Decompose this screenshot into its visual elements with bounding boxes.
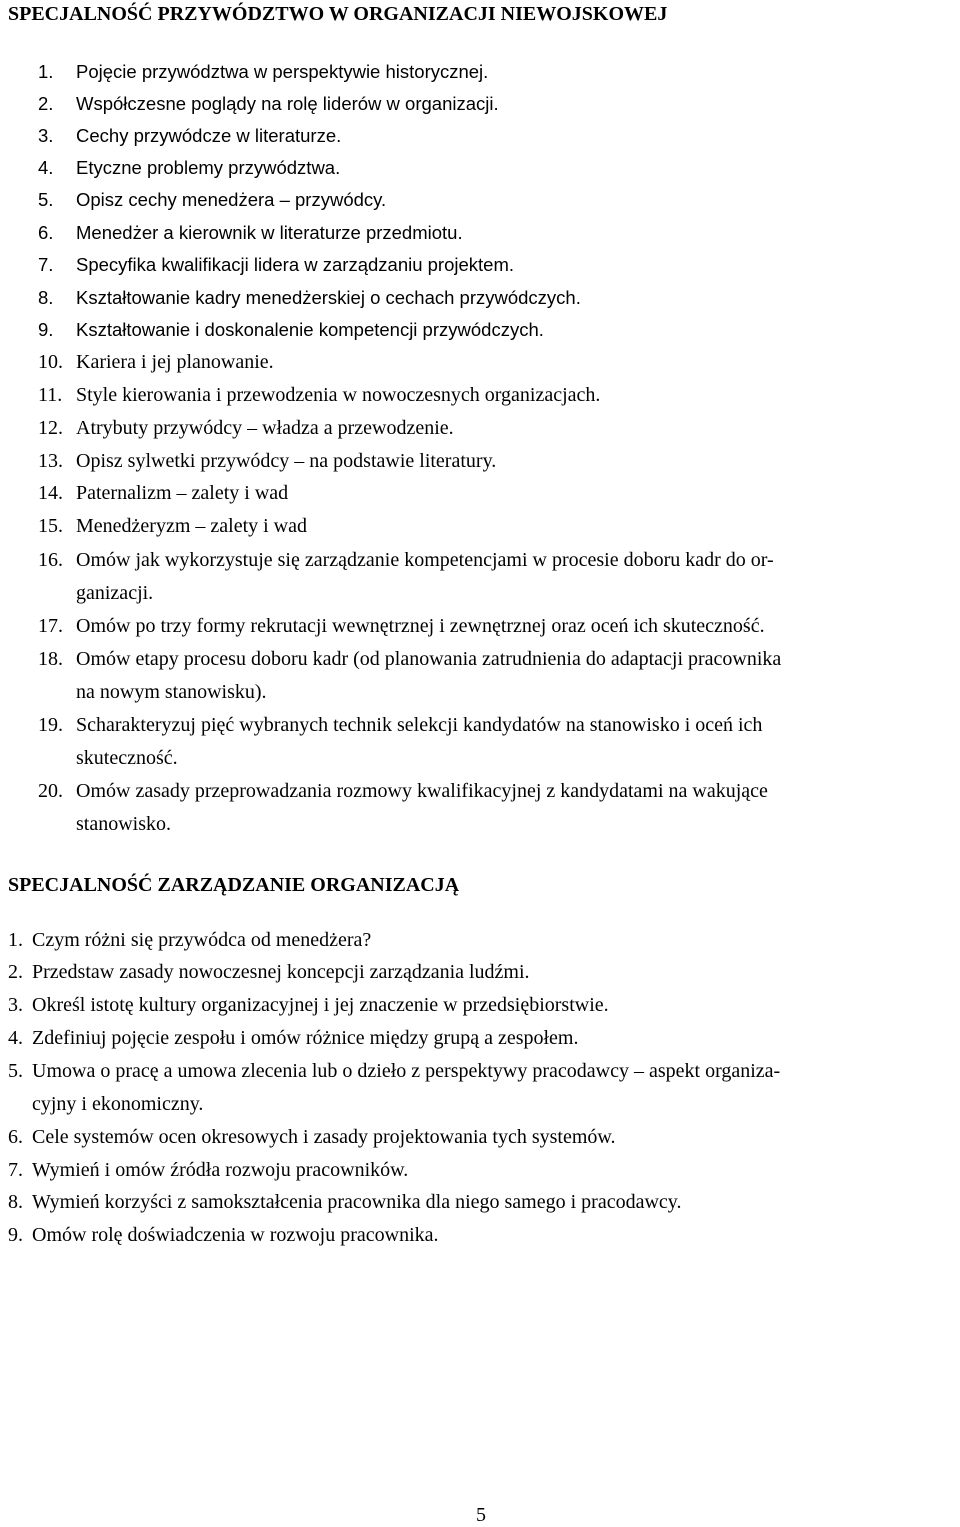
item-text: Omów jak wykorzystuje się zarządzanie kompetencjami w procesie doboru kadr do or- xyxy=(76,549,774,571)
item-number: 5. xyxy=(8,1060,23,1082)
item-text: Przedstaw zasady nowoczesnej koncepcji zarządzania ludźmi. xyxy=(32,961,530,983)
item-text: Czym różni się przywódca od menedżera? xyxy=(32,929,372,951)
item-text-continuation: na nowym stanowisku). xyxy=(76,681,267,703)
item-number: 12. xyxy=(38,417,63,439)
section-heading-leadership: SPECJALNOŚĆ PRZYWÓDZTWO W ORGANIZACJI NIEWOJSKOWEJ xyxy=(8,3,668,25)
item-number: 3. xyxy=(38,125,54,146)
item-number: 17. xyxy=(38,615,63,637)
item-number: 2. xyxy=(8,961,23,983)
item-text: Umowa o pracę a umowa zlecenia lub o dzieło z perspektywy pracodawcy – aspekt organiza- xyxy=(32,1060,781,1082)
item-text: Omów zasady przeprowadzania rozmowy kwalifikacyjnej z kandydatami na wakujące xyxy=(76,780,768,802)
item-text-continuation: skuteczność. xyxy=(76,747,178,769)
item-text: Kariera i jej planowanie. xyxy=(76,351,274,373)
item-text: Współczesne poglądy na rolę liderów w organizacji. xyxy=(76,93,499,114)
item-text: Paternalizm – zalety i wad xyxy=(76,482,289,504)
item-text: Określ istotę kultury organizacyjnej i jej znaczenie w przedsiębiorstwie. xyxy=(32,994,609,1016)
item-number: 6. xyxy=(38,222,54,243)
item-number: 20. xyxy=(38,780,63,802)
item-text: Scharakteryzuj pięć wybranych technik selekcji kandydatów na stanowisko i oceń ich xyxy=(76,714,763,736)
item-number: 4. xyxy=(8,1027,23,1049)
item-text: Wymień i omów źródła rozwoju pracowników. xyxy=(32,1159,409,1181)
item-number: 14. xyxy=(38,482,63,504)
item-text: Opisz cechy menedżera – przywódcy. xyxy=(76,189,387,210)
item-text: Style kierowania i przewodzenia w nowoczesnych organizacjach. xyxy=(76,384,601,406)
item-text: Kształtowanie i doskonalenie kompetencji przywódczych. xyxy=(76,319,544,340)
item-text: Kształtowanie kadry menedżerskiej o cechach przywódczych. xyxy=(76,287,581,308)
item-number: 5. xyxy=(38,189,54,210)
item-text: Menedżer a kierownik w literaturze przedmiotu. xyxy=(76,222,463,243)
item-number: 2. xyxy=(38,93,54,114)
page-number: 5 xyxy=(476,1504,486,1526)
item-number: 1. xyxy=(38,61,54,82)
item-number: 9. xyxy=(8,1224,23,1246)
item-text: Omów etapy procesu doboru kadr (od planowania zatrudnienia do adaptacji pracownika xyxy=(76,648,782,670)
item-text-continuation: ganizacji. xyxy=(76,582,154,604)
item-number: 8. xyxy=(38,287,54,308)
item-text-continuation: stanowisko. xyxy=(76,813,171,835)
item-number: 16. xyxy=(38,549,63,571)
item-text: Wymień korzyści z samokształcenia pracownika dla niego samego i pracodawcy. xyxy=(32,1191,682,1213)
item-number: 11. xyxy=(38,384,63,406)
item-text: Menedżeryzm – zalety i wad xyxy=(76,515,308,537)
item-number: 7. xyxy=(38,254,54,275)
item-text: Atrybuty przywódcy – władza a przewodzenie. xyxy=(76,417,454,439)
item-number: 13. xyxy=(38,450,63,472)
item-number: 4. xyxy=(38,157,54,178)
item-text: Cele systemów ocen okresowych i zasady projektowania tych systemów. xyxy=(32,1126,616,1148)
item-number: 1. xyxy=(8,929,23,951)
item-text: Omów po trzy formy rekrutacji wewnętrznej i zewnętrznej oraz oceń ich skuteczność. xyxy=(76,615,765,637)
item-text: Specyfika kwalifikacji lidera w zarządzaniu projektem. xyxy=(76,254,515,275)
item-text: Etyczne problemy przywództwa. xyxy=(76,157,341,178)
item-text: Pojęcie przywództwa w perspektywie historycznej. xyxy=(76,61,489,82)
item-number: 15. xyxy=(38,515,63,537)
item-number: 7. xyxy=(8,1159,23,1181)
item-number: 3. xyxy=(8,994,23,1016)
item-number: 9. xyxy=(38,319,54,340)
item-number: 19. xyxy=(38,714,63,736)
item-text: Opisz sylwetki przywódcy – na podstawie literatury. xyxy=(76,450,497,472)
item-number: 18. xyxy=(38,648,63,670)
item-number: 6. xyxy=(8,1126,23,1148)
item-text: Zdefiniuj pojęcie zespołu i omów różnice między grupą a zespołem. xyxy=(32,1027,579,1049)
item-text-continuation: cyjny i ekonomiczny. xyxy=(32,1093,204,1115)
section-heading-management: SPECJALNOŚĆ ZARZĄDZANIE ORGANIZACJĄ xyxy=(8,874,460,896)
item-number: 10. xyxy=(38,351,63,373)
item-number: 8. xyxy=(8,1191,23,1213)
item-text: Omów rolę doświadczenia w rozwoju pracownika. xyxy=(32,1224,439,1246)
item-text: Cechy przywódcze w literaturze. xyxy=(76,125,342,146)
